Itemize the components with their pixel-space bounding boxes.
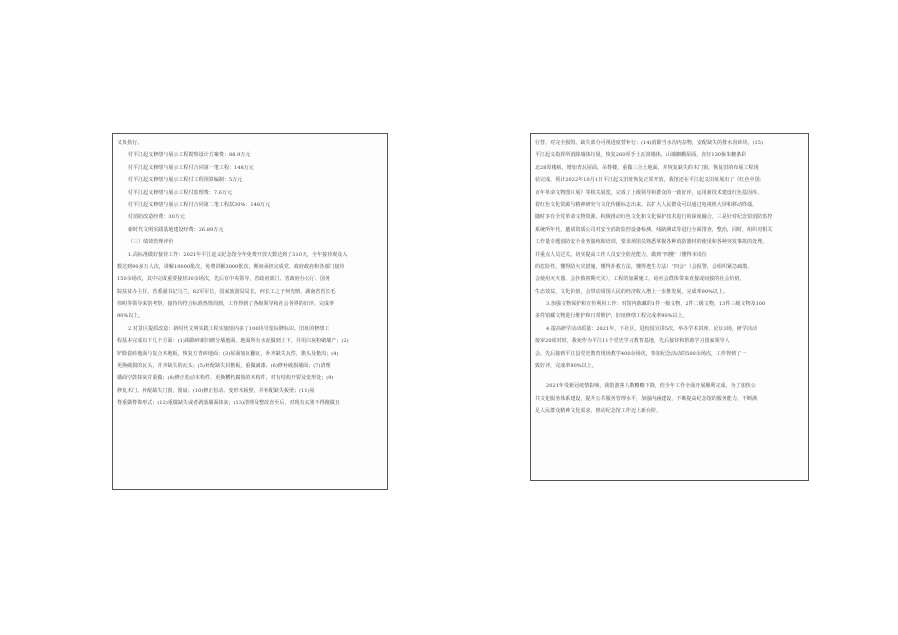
text-line: 百年革命文物图片展》等相关展览，完成了上级领导和群众的一致好评，运用新技术建设红色基因库， <box>535 189 763 196</box>
text-line: 3.加强文物保护和宣传利用工作：对馆内陈藏的1件一级文物，2件二级文物，13件三级文物及100 <box>546 301 766 308</box>
document-page-right <box>530 133 809 481</box>
text-line: 数达到90多万人次，讲解10000批次，免费讲解3000批次，期间承担完成党、政府政府和各部门接待 <box>117 263 345 270</box>
text-line: 状完成，预计2022年10月1日平江起义旧址恢复正常开放，我馆还在平江起义旧址展出了《红色中国： <box>535 177 765 184</box>
text-line: 会。先后接到平江县党史教育现场教学400余场次，参加纪念活动的500余场次，工作得到了一 <box>535 350 747 357</box>
text-line: 随时享有全党革命文物资源，积极推动红色文化和文化保护技术进行的深度融合，三是针对纪念馆消防监控 <box>535 214 773 221</box>
text-line: 4.提高研学活动质量：2021年，下社区、进校园宣讲5次，举办学术讲座、论坛3场，研学活动 <box>546 325 758 332</box>
text-line: 程基本完成以下几个方面：(1)揭除碎新旧砌分墙地面，地面所有水泥做到上下，并用白灰粉刷墙产；(2) <box>117 338 349 345</box>
text-line: 伟明等领导来馆考察，接待均符合标准热情周到，工作得到了各级领导和社会各界的好评，完成率 <box>117 301 335 308</box>
text-line: （三）绩效管理评价 <box>128 239 174 246</box>
text-line: 90%以上。 <box>117 313 144 320</box>
text-line: 的危险性，懂得防火灾措施，懂得扑救方法，懂得逃生方法）“四会”（会报警、会组织紧急疏散、 <box>535 263 753 270</box>
text-line: 新时代文明实践基地建设经费：26.89万元 <box>128 226 224 233</box>
text-line: 2021年受新冠疫情影响，我馆游客人数略略下降，但全年工作全面开展顺利完成，为了加快公 <box>546 383 756 390</box>
text-line: 付平江起义修缮与展示工程勘察设计方案费：88.9万元 <box>128 152 251 159</box>
text-line: 院扶贫办主任，省委副书记乌兰，82军军长，国家旅游局局长，何长工之子何光晴、湖南省省长毛 <box>117 288 336 295</box>
text-line: 修复木门、补配缺失门窗，窗扇；(10)修正松动、变形木板壁，并补配缺失板壁；(11)屋 <box>117 387 315 394</box>
text-line: 共文化服务体系建设，提升公共服务管理水平，加强内涵建设，不断提高纪念馆的服务能力，不断满 <box>535 395 758 402</box>
text-line: 又负执行。 <box>117 140 143 146</box>
text-line: 付平江起义修缮与展示工程付工程预算编制：5万元 <box>128 177 243 184</box>
text-line: 平江起义指挥所消除墙体垃圾，恢复260厚手土瓦筒墙体，山墙搁棚屋面，直径130箍朱糖条彩 <box>535 152 747 159</box>
text-line: 付平江起义修缮与展示工程付合同第一笔工程：148万元 <box>128 164 254 171</box>
text-line: 行替，对完全损毁、缺失部分可视进度替补行；(14)消除当水沟内杂物，安配缺失的排水沟砖块。(15) <box>535 140 763 146</box>
text-line: 150余场次，其中完成重要接待30余场次，先后有中央领导，省政府部门、省政府办公厅、国务 <box>117 276 331 283</box>
text-line: 并重点人员过关。切实提高工作人员安全防范能力，做到“四懂”（懂得本岗位 <box>535 251 707 258</box>
text-line: 北28厚楼板，增加青瓦屋面、吊脊楼，重做三合土地面，并恢复缺失的木门窗，恢复旧的布展工程现 <box>535 164 759 171</box>
text-line: 脊重做脊饰形式；(12)重做缺失或者剥落墙面抹灰；(13)清理及整改直至后，对现有玄墨不得擅做且 <box>117 400 340 407</box>
text-line: 墙面空鼓抹灰并重做；(8)修正松动木构件，更换糟朽腐蚀的木构件，对有结构开裂及变形处；(9) <box>117 375 334 382</box>
text-line: 铲除瓷砖地面与复合木地板，恢复方青砖地面；(3)屋面加瓦翻瓦，补齐缺失瓦件，檐头及檐沟；(4) <box>117 350 339 357</box>
text-line: 1.高标准做好接待工作：2021年平江起义纪念馆全年免费开放天数达到了310天，全年接待观众入 <box>128 251 348 258</box>
text-line: 多件馆藏文物进行维护和日常维护，旧址修缮工程完成率90%以上。 <box>535 313 688 320</box>
text-line: 2.对景区提质改造：新时代文明实践工程实施馆内多了100块导览标牌标识，旧址的修缮工 <box>128 325 330 332</box>
text-line: 付消防改造经费：30万元 <box>128 214 185 221</box>
text-line: 足人民群众精神文化需求，推动纪念馆工作迈上新台阶。 <box>535 408 662 415</box>
paragraph-gap <box>535 372 804 380</box>
text-line: 会使用灭火器、会扑救初期火灾），工程的加紧施工，给社会群体带来直接或间接的社会价值， <box>535 276 745 283</box>
text-line: 付平江起义修缮与展示工程付合同第二笔工程款30%：148万元 <box>128 201 271 208</box>
text-line: 系统所年代，邀请资质公司对安全消防监控设备检测、线路测试等进行全面排查，整治，同时，组织对相关 <box>535 226 773 233</box>
text-line: 更换破损的瓦头，并齐缺失的瓦头；(5)补配缺失封檐板，重做滴漆；(6)修补破损墙面；(7)清理 <box>117 363 331 370</box>
document-page-left <box>112 133 388 490</box>
text-line: 着红色文化资源与精神研究与文化传播标志出来。以扩大人民群众可以通过电视机大屏和移动终端， <box>535 201 758 208</box>
text-line: 致好评，完成率90%以上。 <box>535 363 597 370</box>
text-line: 工作量专题消防安全业务演练和培训，要求场馆员熟悉掌握各种消防器材的使用和各种突发事故的处理， <box>535 239 768 246</box>
text-line: 生态效益，文化价值，会带动周围人民的经济收入增上一步推发展，完成率90%以上。 <box>535 288 729 295</box>
text-line: 接审20项对时，我宛作为平江11个党史学习教育基地，先后接待和帮助学习国家领导人 <box>535 338 730 345</box>
text-line: 付平江起义修缮与展示工程付监理费：7.6万元 <box>128 189 233 196</box>
left-page-text <box>117 137 383 486</box>
right-page-text <box>535 137 804 477</box>
